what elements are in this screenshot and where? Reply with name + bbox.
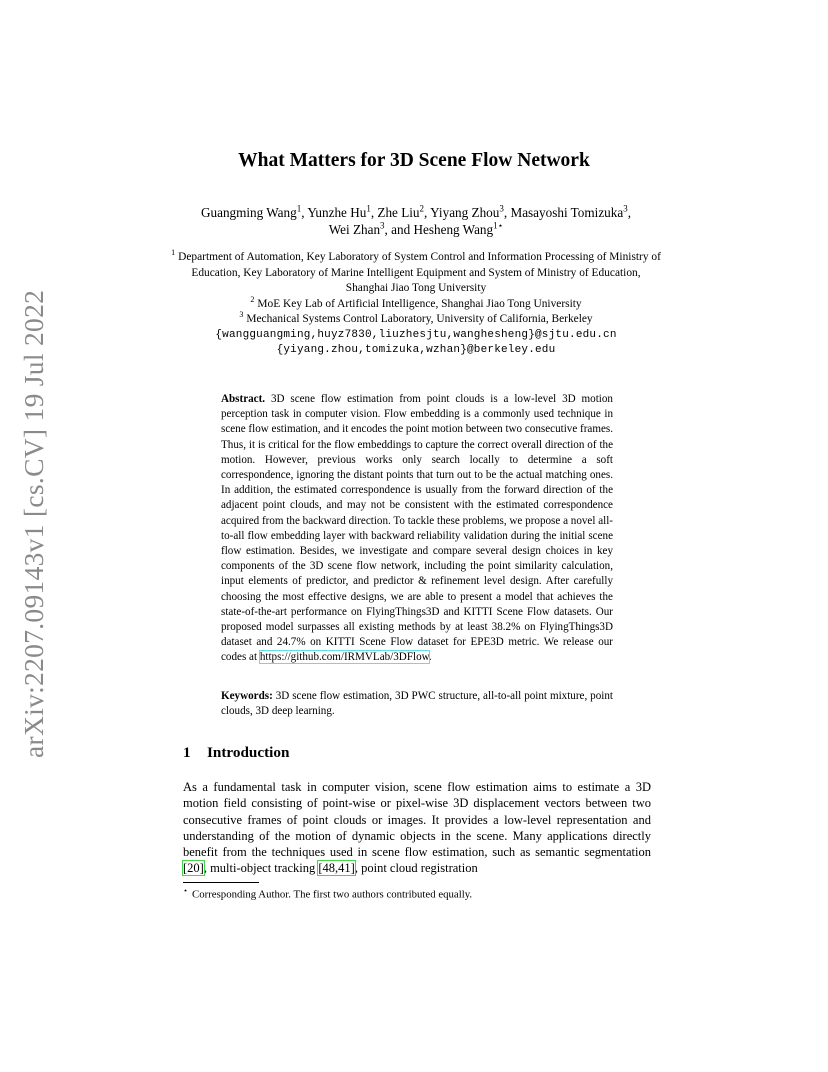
footnote-divider bbox=[183, 882, 259, 883]
affiliation-marker: 3 bbox=[239, 310, 244, 320]
author-conjunction: and bbox=[391, 222, 411, 237]
author-affil-mark: 3 bbox=[623, 203, 628, 214]
author-name: Masayoshi Tomizuka bbox=[510, 205, 624, 220]
footnote bbox=[183, 886, 472, 901]
footnote-text: Corresponding Author. The first two authors contributed equally. bbox=[192, 888, 473, 901]
abstract-label: Abstract. bbox=[221, 393, 266, 405]
email-sjtu: {wangguangming,huyz7830,liuzhesjtu,wanghesheng}@sjtu.edu.cn bbox=[215, 328, 617, 341]
affiliation-2: $^2$ MoE Key Lab of Artificial Intelligence, Shanghai Jiao Tong University bbox=[250, 294, 582, 310]
abstract-text: 3D scene flow estimation from point clouds is a low-level 3D motion perception task in computer vision. Flow embedding is a commonly used technique in scene flow estimation, and it encodes the point motion between two consecutive frames. Thus, it is critical for the flow embeddings to capture the correct overall direction of the motion. However, previous works only search locally to determine a soft correspondence, ignoring the distant points that turn out to be the actual matching ones. In addition, the estimated correspondence is usually from the forward direction of the adjacent point clouds, and may not be consistent with the estimated correspondence acquired from the backward direction. To tackle these problems, we propose a novel all-to-all flow embedding layer with backward reliability validation during the initial scene flow estimation. Besides, we investigate and compare several design choices in key components of the 3D scene flow network, including the point similarity calculation, input elements of predictor, and predictor & refinement level design. After carefully choosing the most effective designs, we are able to present a model that achieves the state-of-the-art performance on FlyingThings3D and KITTI Scene Flow datasets. Our proposed model surpasses all existing methods by at least 38.2% on FlyingThings3D dataset and 24.7% on KITTI Scene Flow dataset for EPE3D metric. We release our codes at bbox=[221, 393, 613, 664]
arxiv-identifier-stamp: arXiv:2207.09143v1 [cs.CV] 19 Jul 2022 bbox=[18, 289, 49, 758]
author-affil-mark: 1 bbox=[366, 203, 371, 214]
citation-link[interactable]: [20] bbox=[183, 861, 204, 876]
affiliation-3: $^3$ Mechanical Systems Control Laboratory, University of California, Berkeley bbox=[239, 310, 593, 325]
author-affil-mark: 2 bbox=[419, 203, 425, 214]
section-title: Introduction bbox=[207, 744, 290, 761]
footnote-marker: ⋆ bbox=[183, 886, 189, 895]
author-name: Yunzhe Hu bbox=[307, 205, 367, 220]
paper-title: What Matters for 3D Scene Flow Network bbox=[238, 150, 590, 171]
author-name: Wei Zhan bbox=[328, 222, 381, 237]
abstract: Abstract. 3D scene flow estimation from point clouds is a low-level 3D motion perception task in computer vision. Flow embedding is a commonly used technique in scene flow estimation, and it encodes the point motion between two consecutive frames. Thus, it is critical for the flow embeddings to capture the correct overall direction of the motion. However, previous works only search locally to determine a soft correspondence, ignoring the distant points that turn out to be the actual matching ones. In addition, the estimated correspondence is usually from the forward direction of the adjacent point clouds, and may not be consistent with the estimated correspondence acquired from the backward direction. To tackle these problems, we propose a novel all-to-all flow embedding layer with backward reliability validation during the initial scene flow estimation. Besides, we investigate and compare several design choices in key components of the 3D scene flow network, including the point similarity calculation, input elements of predictor, and predictor & refinement level design. After carefully choosing the most effective designs, we are able to present a model that achieves the state-of-the-art performance on FlyingThings3D and KITTI Scene Flow datasets. Our proposed model surpasses all existing methods by at least 38.2% on FlyingThings3D dataset and 24.7% on KITTI Scene Flow dataset for EPE3D metric. We release our codes at https://github.com/IRMVLab/3DFlow. bbox=[221, 393, 613, 664]
introduction-paragraph: As a fundamental task in computer vision, scene flow estimation aims to estimate a 3D motion field consisting of point-wise or pixel-wise 3D displacement vectors between two consecutive frames of point clouds or images. It provides a low-level representation and understanding of the motion of dynamic objects in the scene. Many applications directly benefit from the techniques used in scene flow estimation, such as semantic segmentation [20], multi-object tracking [48,41], point cloud registration bbox=[183, 780, 651, 876]
affiliation-block bbox=[170, 250, 662, 359]
author-affil-mark: 3 bbox=[499, 203, 504, 214]
keywords-label: Keywords: bbox=[221, 690, 273, 702]
affiliation-marker: 1 bbox=[171, 248, 176, 258]
author-name: Hesheng Wang bbox=[413, 222, 494, 237]
author-list: Guangming Wang$^1$, Yunzhe Hu$^1$, Zhe Liu$^2$, Yiyang Zhou$^3$, Masayoshi Tomizuka$^3$, Wei Zhan$^3$, and Hesheng Wang$^{1⋆}$ bbox=[200, 203, 632, 237]
keywords bbox=[221, 689, 613, 719]
author-name: Guangming Wang bbox=[200, 205, 297, 220]
affiliation-1: $^1$ Department of Automation, Key Laboratory of System Control and Information Processing of Ministry of Education, Key Laboratory of Marine Intelligent Equipment and System of Ministry of Education, Shanghai Jiao Tong University bbox=[171, 248, 661, 294]
section-heading-introduction bbox=[183, 744, 289, 762]
affiliation-marker: 2 bbox=[250, 294, 255, 304]
citation-link[interactable]: [48,41] bbox=[318, 861, 355, 876]
keywords-text: 3D scene flow estimation, 3D PWC structure, all-to-all point mixture, point clouds, 3D deep learning. bbox=[221, 690, 613, 718]
author-name: Yiyang Zhou bbox=[430, 205, 500, 220]
author-affil-mark: 3 bbox=[380, 220, 385, 231]
code-repository-link[interactable]: https://github.com/IRMVLab/3DFlow bbox=[259, 651, 429, 664]
author-affil-mark: 1 bbox=[296, 203, 302, 214]
email-berkeley: {yiyang.zhou,tomizuka,wzhan}@berkeley.edu bbox=[276, 344, 556, 356]
section-number: 1 bbox=[183, 744, 191, 761]
author-name: Zhe Liu bbox=[377, 205, 420, 220]
author-affil-mark: 1⋆ bbox=[493, 220, 504, 231]
